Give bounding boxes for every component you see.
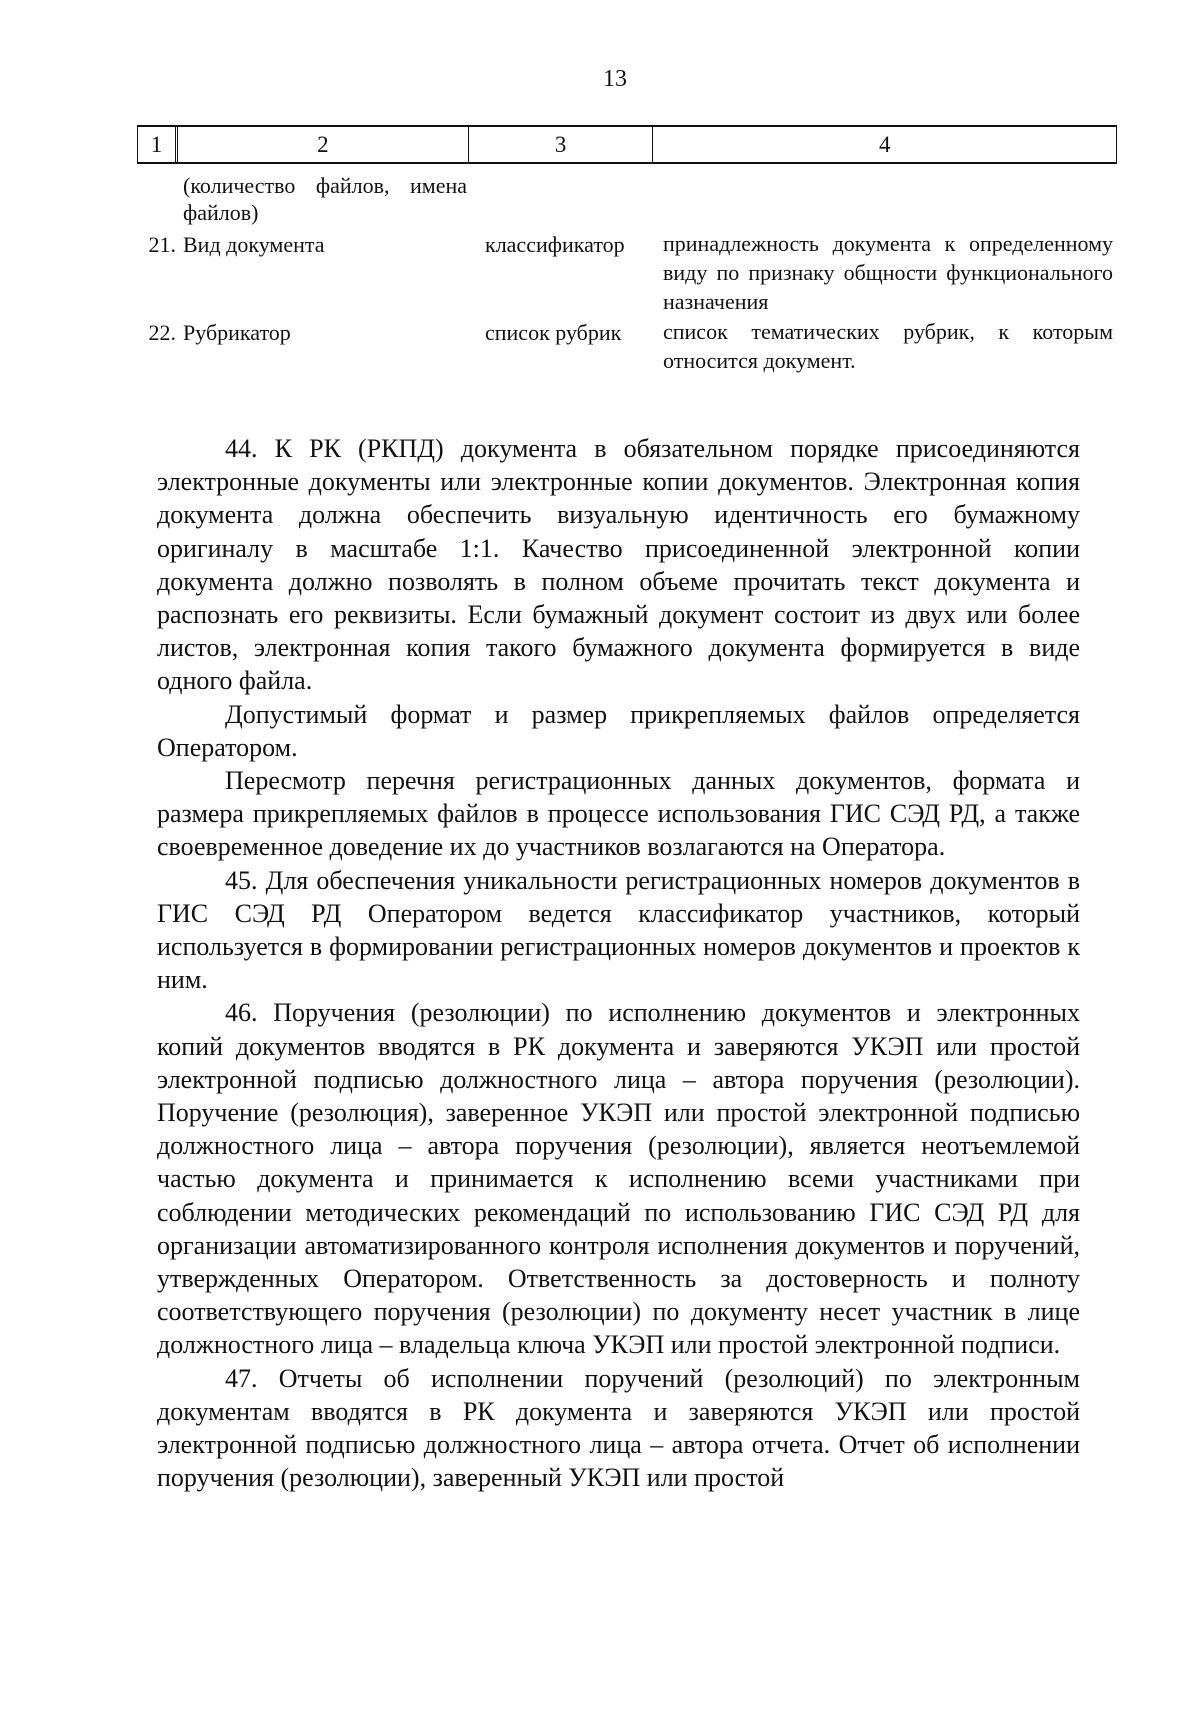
table-row <box>137 232 1117 320</box>
paragraph-review: Пересмотр перечня регистрационных данных документов, формата и размера прикрепляемых файлов в процессе использования ГИС СЭД РД, а также своевременное доведение их до участников возлагаются на Оператора. <box>157 766 1080 862</box>
row-format: классификатор <box>485 232 625 257</box>
paragraph-47: 47. Отчеты об исполнении поручений (резолюций) по электронным документам вводятся в РК документа и заверяются УКЭП или простой электронной подписью должностного лица – автора отчета. Отчет об исполнении поручения (резолюции), заверенный УКЭП или простой <box>157 1363 1080 1493</box>
document-body <box>157 432 1080 1495</box>
table-row <box>137 320 1117 390</box>
continuation-text: (количество файлов, имена файлов) <box>183 173 467 225</box>
row-name: Вид документа <box>183 232 325 257</box>
row-name: Рубрикатор <box>183 320 291 345</box>
row-description: принадлежность документа к определенному виду по признаку общности функционального назначения <box>663 231 1113 314</box>
paragraph-44: 44. К РК (РКПД) документа в обязательном порядке присоединяются электронные документы или электронные копии документов. Электронная копия документа должна обеспечить визуальную идентичность его бумажному оригиналу в масштабе 1:1. Качество присоединенной электронной копии документа должно позволять в полном объеме прочитать текст документа и распознать его реквизиты. Если бумажный документ состоит из двух или более листов, электронная копия такого бумажного документа формируется в виде одного файла. <box>157 434 1080 696</box>
row-description: список тематических рубрик, к которым относится документ. <box>663 319 1113 373</box>
table-continuation-row <box>137 164 1117 232</box>
registration-data-table <box>137 125 1117 390</box>
page-number: 13 <box>603 66 627 92</box>
row-number: 22. <box>148 320 176 345</box>
paragraph-46: 46. Поручения (резолюции) по исполнению документов и электронных копий документов вводятся в РК документа и заверяются УКЭП или простой электронной подписью должностного лица – автора поручения (резолюции). Поручение (резолюция), заверенное УКЭП или простой электронной подписью должностного лица – автора поручения (резолюции), является неотъемлемой частью документа и принимается к исполнению всеми участниками при соблюдении методических рекомендаций по использованию ГИС СЭД РД для организации автоматизированного контроля исполнения документов и поручений, утвержденных Оператором. Ответственность за достоверность и полноту соответствующего поручения (резолюции) по документу несет участник в лице должностного лица – владельца ключа УКЭП или простой электронной подписи. <box>157 998 1080 1360</box>
table-header-cell: 3 <box>469 127 654 162</box>
table-header-cell: 2 <box>178 127 469 162</box>
paragraph-file-format: Допустимый формат и размер прикрепляемых файлов определяется Оператором. <box>157 699 1080 762</box>
row-format: список рубрик <box>485 320 622 345</box>
table-header-cell: 4 <box>653 127 1117 162</box>
row-number: 21. <box>148 232 176 257</box>
table-header-cell: 1 <box>138 127 178 162</box>
paragraph-45: 45. Для обеспечения уникальности регистрационных номеров документов в ГИС СЭД РД Оператором ведется классификатор участников, который используется в формировании регистрационных номеров документов и проектов к ним. <box>157 865 1080 995</box>
table-header-row <box>137 125 1117 164</box>
